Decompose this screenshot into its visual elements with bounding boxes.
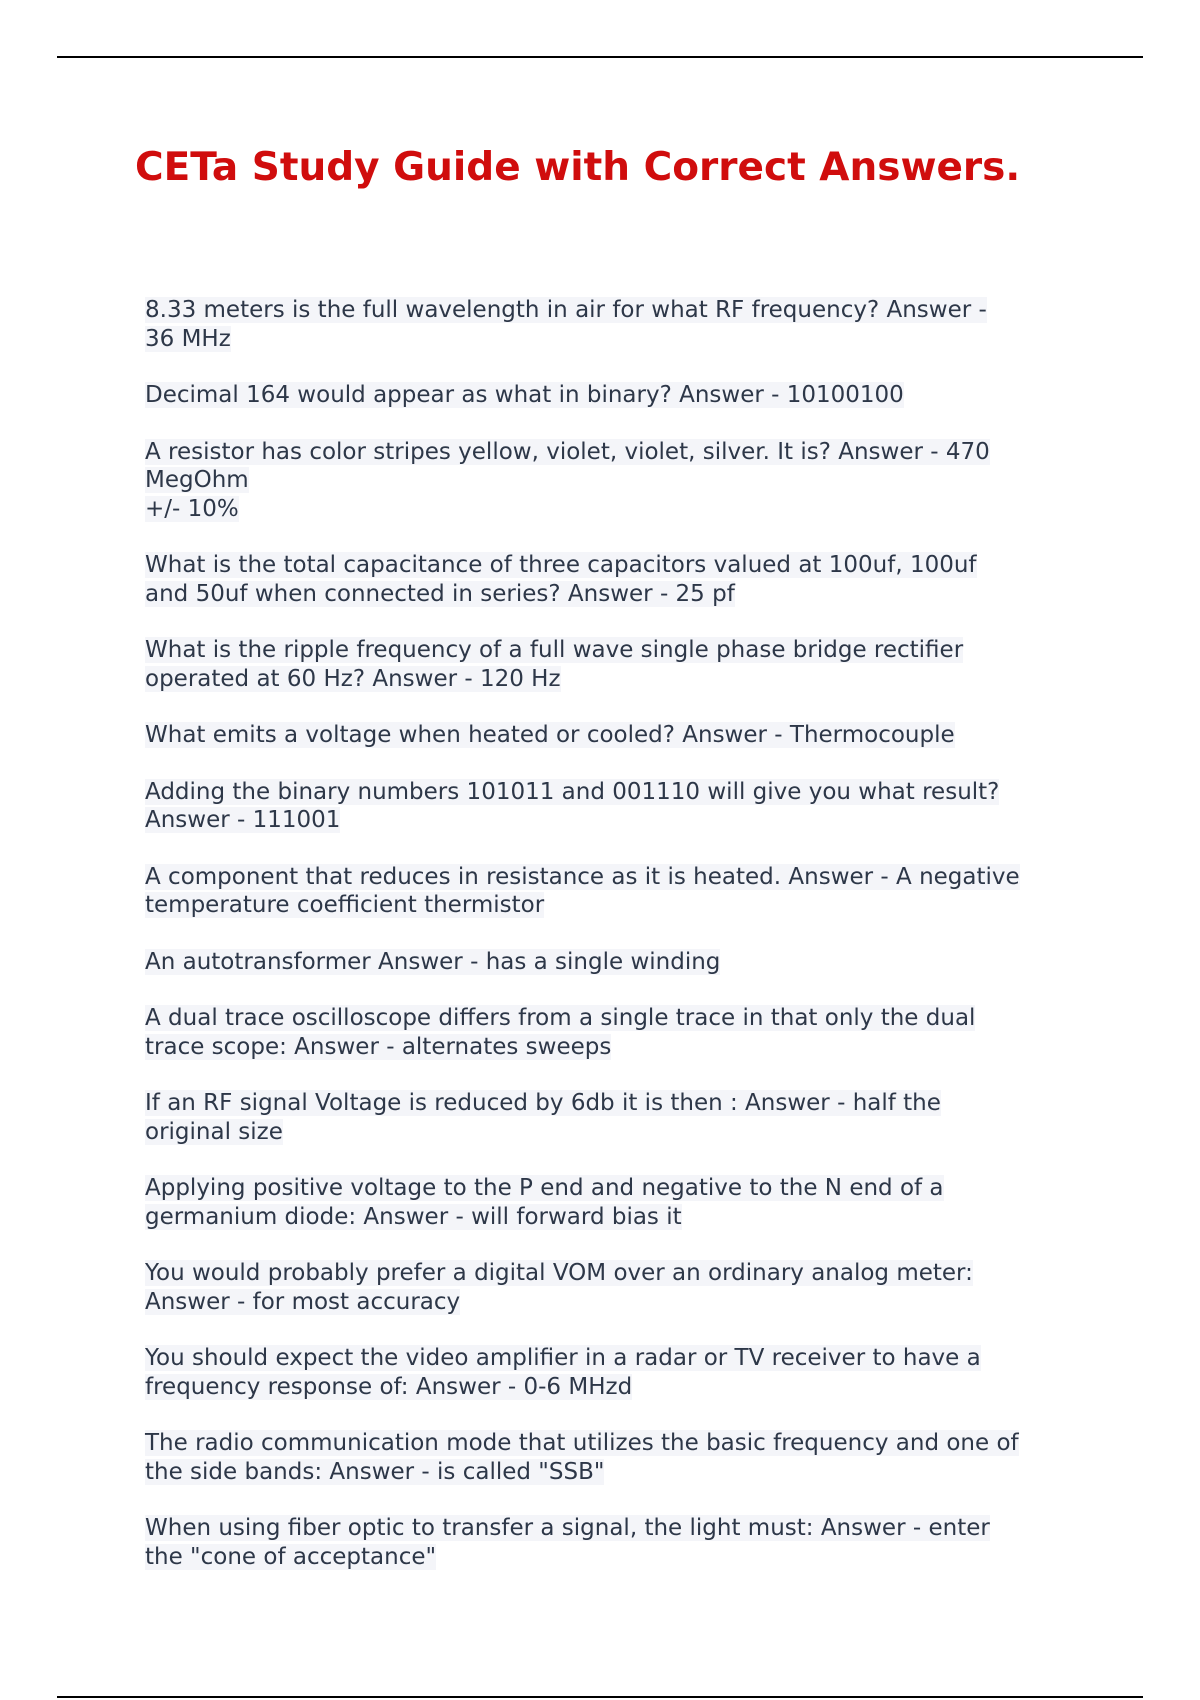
qa-item	[145, 1174, 1075, 1231]
qa-item	[145, 778, 1075, 835]
top-rule	[57, 56, 1143, 58]
qa-item	[145, 381, 1075, 410]
qa-text: A component that reduces in resistance as it is heated. Answer - A negative temperature coefficient thermistor	[145, 863, 1020, 918]
qa-list	[145, 296, 1075, 1599]
qa-text: A dual trace oscilloscope differs from a single trace in that only the dual trace scope: Answer - alternates sweeps	[145, 1005, 976, 1060]
qa-item	[145, 863, 1075, 920]
qa-item	[145, 1004, 1075, 1061]
qa-text: What emits a voltage when heated or cooled? Answer - Thermocouple	[145, 722, 955, 748]
qa-item	[145, 296, 1075, 353]
qa-text: Applying positive voltage to the P end and negative to the N end of a germanium diode: Answer - will forward bias it	[145, 1175, 944, 1230]
qa-text: You should expect the video amplifier in a radar or TV receiver to have a frequency response of: Answer - 0-6 MHzd	[145, 1345, 981, 1400]
qa-item	[145, 1344, 1075, 1401]
bottom-rule	[57, 1696, 1143, 1698]
qa-text: An autotransformer Answer - has a single winding	[145, 948, 721, 975]
qa-text: When using fiber optic to transfer a signal, the light must: Answer - enter the "cone of acceptance"	[145, 1515, 990, 1570]
document-title: CETa Study Guide with Correct Answers.	[135, 145, 1021, 190]
qa-text: If an RF signal Voltage is reduced by 6db it is then : Answer - half the original size	[145, 1090, 941, 1145]
qa-item	[145, 1514, 1075, 1571]
qa-text: You would probably prefer a digital VOM over an ordinary analog meter: Answer - for most accuracy	[145, 1260, 973, 1315]
qa-text: The radio communication mode that utilizes the basic frequency and one of the side bands: Answer - is called "SSB"	[145, 1430, 1019, 1485]
qa-text: Adding the binary numbers 101011 and 001110 will give you what result? Answer - 111001	[145, 778, 1000, 833]
qa-text: 8.33 meters is the full wavelength in air for what RF frequency? Answer - 36 MHz	[145, 297, 987, 352]
qa-item	[145, 438, 1075, 524]
qa-item	[145, 1089, 1075, 1146]
qa-item	[145, 551, 1075, 608]
qa-item	[145, 1259, 1075, 1316]
qa-text: A resistor has color stripes yellow, violet, violet, silver. It is? Answer - 470 MegOhm +/- 10%	[145, 438, 990, 522]
qa-text: Decimal 164 would appear as what in binary? Answer - 10100100	[145, 382, 904, 408]
qa-item	[145, 1429, 1075, 1486]
qa-item	[145, 948, 1075, 977]
qa-item	[145, 636, 1075, 693]
qa-item	[145, 721, 1075, 750]
qa-text: What is the total capacitance of three capacitors valued at 100uf, 100uf and 50uf when connected in series? Answer - 25 pf	[145, 552, 977, 607]
qa-text: What is the ripple frequency of a full wave single phase bridge rectifier operated at 60 Hz? Answer - 120 Hz	[145, 637, 964, 692]
